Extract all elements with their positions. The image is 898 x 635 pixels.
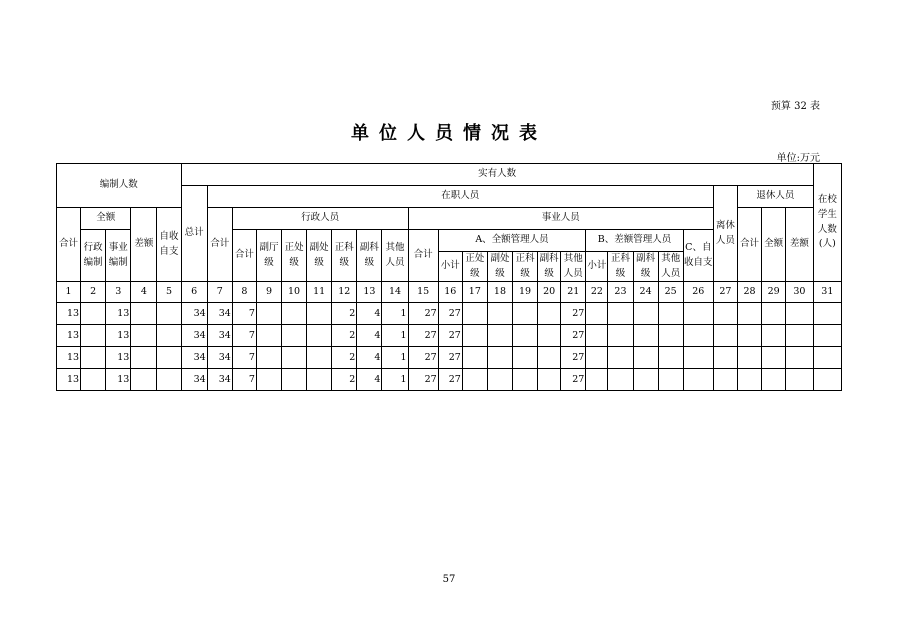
table-cell xyxy=(307,369,332,391)
header-tx-quane: 全额 xyxy=(762,208,786,282)
table-cell xyxy=(256,347,281,369)
table-cell xyxy=(157,347,181,369)
table-cell: 27 xyxy=(561,303,586,325)
table-cell xyxy=(513,369,538,391)
table-cell xyxy=(131,369,157,391)
column-number: 26 xyxy=(683,282,713,303)
table-cell xyxy=(786,369,813,391)
header-b-xiaoji: 小计 xyxy=(586,252,608,282)
table-cell xyxy=(81,303,106,325)
table-cell: 1 xyxy=(382,325,408,347)
table-cell xyxy=(608,369,633,391)
table-cell xyxy=(608,347,633,369)
header-fuke: 副科级 xyxy=(357,230,382,282)
header-sy-heji: 合计 xyxy=(408,230,438,282)
table-cell xyxy=(586,369,608,391)
table-row xyxy=(57,325,842,347)
header-chae: 差额 xyxy=(131,208,157,282)
table-cell: 27 xyxy=(438,369,462,391)
header-heji-b: 合计 xyxy=(207,208,232,282)
table-cell xyxy=(157,369,181,391)
header-quane: 全额 xyxy=(81,208,131,230)
table-cell xyxy=(131,347,157,369)
column-number: 18 xyxy=(487,282,512,303)
column-number: 10 xyxy=(282,282,307,303)
header-xingzheng-renyuan: 行政人员 xyxy=(232,208,408,230)
table-cell: 34 xyxy=(207,303,232,325)
column-number: 14 xyxy=(382,282,408,303)
table-cell: 7 xyxy=(232,303,256,325)
column-number: 31 xyxy=(813,282,841,303)
table-cell: 27 xyxy=(438,325,462,347)
table-cell xyxy=(813,347,841,369)
column-index-row xyxy=(57,282,842,303)
header-zhengchu: 正处级 xyxy=(282,230,307,282)
page-number: 57 xyxy=(442,574,456,585)
table-cell xyxy=(538,303,561,325)
column-number: 20 xyxy=(538,282,561,303)
table-cell xyxy=(633,369,658,391)
header-xz-heji: 合计 xyxy=(232,230,256,282)
table-cell xyxy=(462,325,487,347)
table-cell xyxy=(538,325,561,347)
table-cell: 2 xyxy=(332,369,357,391)
column-number: 5 xyxy=(157,282,181,303)
table-cell xyxy=(683,347,713,369)
table-cell xyxy=(487,325,512,347)
table-cell xyxy=(586,347,608,369)
table-row xyxy=(57,369,842,391)
table-body xyxy=(57,303,842,391)
table-cell: 7 xyxy=(232,369,256,391)
column-number: 2 xyxy=(81,282,106,303)
header-shiyou: 实有人数 xyxy=(181,164,813,186)
header-zaizhi: 在职人员 xyxy=(207,186,713,208)
header-zaixiao: 在校学生人数(人) xyxy=(813,164,841,282)
header-a-xiaoji: 小计 xyxy=(438,252,462,282)
table-cell xyxy=(131,303,157,325)
table-cell xyxy=(713,303,737,325)
table-cell: 13 xyxy=(57,369,81,391)
column-number: 29 xyxy=(762,282,786,303)
table-cell xyxy=(608,325,633,347)
header-zhengke: 正科级 xyxy=(332,230,357,282)
table-cell: 4 xyxy=(357,325,382,347)
table-cell: 13 xyxy=(57,325,81,347)
table-cell: 27 xyxy=(561,347,586,369)
table-cell xyxy=(658,325,683,347)
table-cell xyxy=(81,369,106,391)
header-tuixiu: 退休人员 xyxy=(737,186,813,208)
table-cell: 13 xyxy=(57,303,81,325)
table-cell xyxy=(513,325,538,347)
column-number: 6 xyxy=(181,282,207,303)
table-cell xyxy=(513,303,538,325)
column-number: 9 xyxy=(256,282,281,303)
table-cell xyxy=(633,325,658,347)
column-number: 21 xyxy=(561,282,586,303)
table-cell xyxy=(157,303,181,325)
table-cell xyxy=(487,347,512,369)
table-cell xyxy=(658,347,683,369)
table-cell xyxy=(487,369,512,391)
table-cell xyxy=(683,303,713,325)
page-title: 单位人员情况表 xyxy=(351,123,547,144)
table-cell xyxy=(737,347,761,369)
header-b-qita: 其他人员 xyxy=(658,252,683,282)
column-number: 24 xyxy=(633,282,658,303)
header-b-fuke: 副科级 xyxy=(633,252,658,282)
column-number: 22 xyxy=(586,282,608,303)
table-cell xyxy=(813,303,841,325)
table-cell: 27 xyxy=(408,369,438,391)
header-shiye-bianzhi: 事业编制 xyxy=(106,230,131,282)
header-c-zishou: C、自收自支 xyxy=(683,230,713,282)
table-cell xyxy=(131,325,157,347)
table-cell: 2 xyxy=(332,303,357,325)
table-cell: 4 xyxy=(357,303,382,325)
table-cell: 7 xyxy=(232,347,256,369)
table-cell xyxy=(586,325,608,347)
header-tx-heji: 合计 xyxy=(737,208,761,282)
table-cell xyxy=(307,347,332,369)
header-xingzheng-bianzhi: 行政编制 xyxy=(81,230,106,282)
table-cell xyxy=(307,303,332,325)
table-cell xyxy=(737,303,761,325)
table-cell: 1 xyxy=(382,303,408,325)
table-cell: 13 xyxy=(106,347,131,369)
table-row xyxy=(57,282,842,303)
table-cell xyxy=(683,369,713,391)
column-number: 12 xyxy=(332,282,357,303)
column-number: 17 xyxy=(462,282,487,303)
table-cell xyxy=(786,347,813,369)
table-cell xyxy=(538,369,561,391)
header-shiye-renyuan: 事业人员 xyxy=(408,208,713,230)
table-cell: 7 xyxy=(232,325,256,347)
personnel-table xyxy=(56,163,842,391)
table-cell: 27 xyxy=(438,347,462,369)
table-cell: 13 xyxy=(106,325,131,347)
table-cell: 27 xyxy=(438,303,462,325)
table-cell: 27 xyxy=(408,303,438,325)
table-cell xyxy=(713,347,737,369)
table-cell xyxy=(282,369,307,391)
column-number: 27 xyxy=(713,282,737,303)
column-number: 7 xyxy=(207,282,232,303)
header-b-zhengke: 正科级 xyxy=(608,252,633,282)
table-cell xyxy=(762,369,786,391)
table-cell xyxy=(81,325,106,347)
table-cell: 34 xyxy=(181,369,207,391)
table-code: 预算 32 表 xyxy=(770,101,820,112)
table-cell: 34 xyxy=(181,347,207,369)
table-cell xyxy=(81,347,106,369)
column-number: 11 xyxy=(307,282,332,303)
table-cell xyxy=(586,303,608,325)
table-cell xyxy=(683,325,713,347)
table-cell xyxy=(462,303,487,325)
table-cell xyxy=(538,347,561,369)
table-cell xyxy=(813,325,841,347)
table-cell: 1 xyxy=(382,369,408,391)
table-cell xyxy=(658,369,683,391)
table-row xyxy=(57,347,842,369)
header-futing: 副厅级 xyxy=(256,230,281,282)
header-a-qita: 其他人员 xyxy=(561,252,586,282)
table-cell xyxy=(786,325,813,347)
table-cell xyxy=(282,347,307,369)
header-bianzhi: 编制人数 xyxy=(57,164,182,208)
table-cell: 27 xyxy=(561,325,586,347)
table-row xyxy=(57,303,842,325)
table-cell: 34 xyxy=(207,369,232,391)
column-number: 4 xyxy=(131,282,157,303)
table-cell xyxy=(256,325,281,347)
column-number: 19 xyxy=(513,282,538,303)
column-number: 28 xyxy=(737,282,761,303)
header-qita: 其他人员 xyxy=(382,230,408,282)
table-cell xyxy=(762,347,786,369)
table-cell: 4 xyxy=(357,347,382,369)
table-cell xyxy=(633,303,658,325)
table-cell: 27 xyxy=(561,369,586,391)
table-cell xyxy=(737,369,761,391)
header-heji-a: 合计 xyxy=(57,208,81,282)
column-number: 30 xyxy=(786,282,813,303)
table-cell xyxy=(157,325,181,347)
header-lixiu: 离休人员 xyxy=(713,186,737,282)
table-cell xyxy=(513,347,538,369)
table-cell xyxy=(462,369,487,391)
table-cell: 13 xyxy=(106,369,131,391)
table-cell xyxy=(737,325,761,347)
header-zongji: 总计 xyxy=(181,186,207,282)
header-b-chae: B、差额管理人员 xyxy=(586,230,683,252)
table-cell xyxy=(713,325,737,347)
column-number: 3 xyxy=(106,282,131,303)
column-number: 8 xyxy=(232,282,256,303)
header-a-quane: A、全额管理人员 xyxy=(438,230,586,252)
header-a-zhengke: 正科级 xyxy=(513,252,538,282)
table-cell xyxy=(307,325,332,347)
table-cell: 34 xyxy=(207,325,232,347)
column-number: 16 xyxy=(438,282,462,303)
column-number: 1 xyxy=(57,282,81,303)
table-cell xyxy=(282,303,307,325)
table-cell xyxy=(487,303,512,325)
header-fuchu: 副处级 xyxy=(307,230,332,282)
table-cell xyxy=(256,369,281,391)
column-number: 25 xyxy=(658,282,683,303)
header-a-fuchu: 副处级 xyxy=(487,252,512,282)
column-number: 13 xyxy=(357,282,382,303)
column-number: 15 xyxy=(408,282,438,303)
table-cell: 1 xyxy=(382,347,408,369)
unit-label: 单位:万元 xyxy=(776,153,820,164)
table-cell xyxy=(713,369,737,391)
table-cell: 34 xyxy=(181,303,207,325)
table-cell xyxy=(813,369,841,391)
table-cell xyxy=(256,303,281,325)
header-tx-chae: 差额 xyxy=(786,208,813,282)
table-cell xyxy=(282,325,307,347)
table-cell xyxy=(462,347,487,369)
table-cell: 34 xyxy=(181,325,207,347)
table-cell: 4 xyxy=(357,369,382,391)
table-cell: 13 xyxy=(57,347,81,369)
table-cell: 2 xyxy=(332,325,357,347)
header-a-zhengchu: 正处级 xyxy=(462,252,487,282)
table-cell xyxy=(786,303,813,325)
table-cell xyxy=(633,347,658,369)
header-zishou: 自收自支 xyxy=(157,208,181,282)
table-cell xyxy=(762,303,786,325)
table-cell xyxy=(608,303,633,325)
table-cell xyxy=(762,325,786,347)
column-number: 23 xyxy=(608,282,633,303)
table-cell: 27 xyxy=(408,325,438,347)
table-cell: 13 xyxy=(106,303,131,325)
table-cell: 34 xyxy=(207,347,232,369)
table-cell: 2 xyxy=(332,347,357,369)
table-cell xyxy=(658,303,683,325)
header-a-fuke: 副科级 xyxy=(538,252,561,282)
table-cell: 27 xyxy=(408,347,438,369)
